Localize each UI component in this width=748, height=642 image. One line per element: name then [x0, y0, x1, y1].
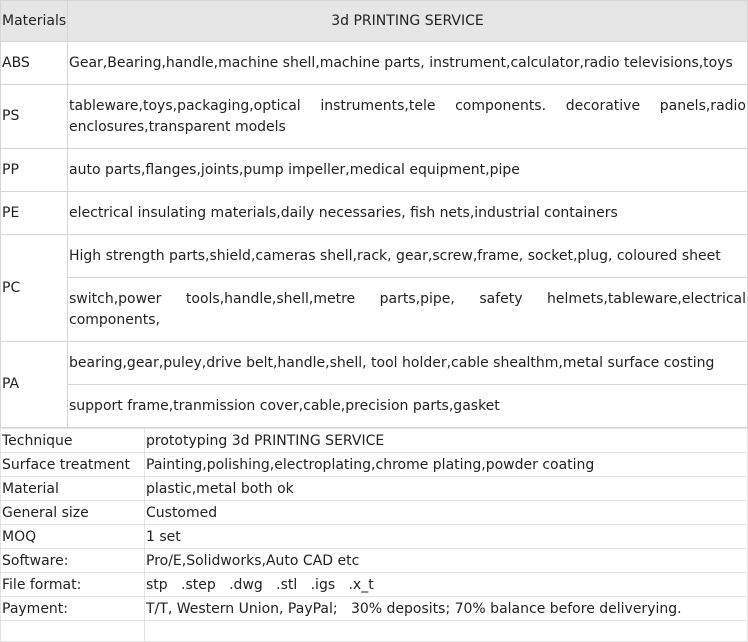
spec-label: Technique [1, 429, 145, 453]
spec-row-technique [1, 429, 748, 453]
material-row-abs [1, 42, 748, 85]
material-row-pp [1, 149, 748, 192]
specs-table [0, 428, 748, 642]
material-uses: support frame,tranmission cover,cable,precision parts,gasket [68, 385, 748, 428]
spec-value: prototyping 3d PRINTING SERVICE [145, 429, 748, 453]
spec-label: Payment: [1, 597, 145, 621]
material-uses: High strength parts,shield,cameras shell,rack, gear,screw,frame, socket,plug, coloured sheet [68, 235, 748, 278]
material-name: PS [1, 85, 68, 149]
spec-row-general-size [1, 501, 748, 525]
spec-value-empty [145, 621, 748, 642]
material-name: PC [1, 235, 68, 342]
spec-label: General size [1, 501, 145, 525]
spec-row-moq [1, 525, 748, 549]
spec-value: Customed [145, 501, 748, 525]
material-row-pc-cont [1, 278, 748, 342]
spec-row-surface-treatment [1, 453, 748, 477]
material-uses: Gear,Bearing,handle,machine shell,machine parts, instrument,calculator,radio televisions,toys [68, 42, 748, 85]
spec-row-material [1, 477, 748, 501]
material-name: PA [1, 342, 68, 428]
service-header-cell: 3d PRINTING SERVICE [68, 1, 748, 42]
spec-value: Painting,polishing,electroplating,chrome plating,powder coating [145, 453, 748, 477]
spec-label: File format: [1, 573, 145, 597]
spec-label: MOQ [1, 525, 145, 549]
spec-value: stp .step .dwg .stl .igs .x_t [145, 573, 748, 597]
spec-label: Material [1, 477, 145, 501]
material-row-pa-cont [1, 385, 748, 428]
spec-value: 1 set [145, 525, 748, 549]
material-row-pa [1, 342, 748, 385]
materials-header-cell: Materials [1, 1, 68, 42]
material-name: PP [1, 149, 68, 192]
spec-row-software [1, 549, 748, 573]
spec-value: plastic,metal both ok [145, 477, 748, 501]
material-uses: bearing,gear,puley,drive belt,handle,shell, tool holder,cable shealthm,metal surface costing [68, 342, 748, 385]
spec-row-file-format [1, 573, 748, 597]
spec-row-empty [1, 621, 748, 642]
material-uses: switch,power tools,handle,shell,metre parts,pipe, safety helmets,tableware,electrical components, [68, 278, 748, 342]
material-row-pe [1, 192, 748, 235]
material-name: ABS [1, 42, 68, 85]
material-row-pc [1, 235, 748, 278]
spec-label: Software: [1, 549, 145, 573]
spec-row-payment [1, 597, 748, 621]
materials-table-header [1, 1, 748, 42]
spec-label-empty [1, 621, 145, 642]
spec-value: T/T, Western Union, PayPal; 30% deposits; 70% balance before deliverying. [145, 597, 748, 621]
spec-label: Surface treatment [1, 453, 145, 477]
material-row-ps [1, 85, 748, 149]
material-uses: tableware,toys,packaging,optical instruments,tele components. decorative panels,radio enclosures,transparent models [68, 85, 748, 149]
spec-value: Pro/E,Solidworks,Auto CAD etc [145, 549, 748, 573]
material-name: PE [1, 192, 68, 235]
material-uses: auto parts,flanges,joints,pump impeller,medical equipment,pipe [68, 149, 748, 192]
material-uses: electrical insulating materials,daily necessaries, fish nets,industrial containers [68, 192, 748, 235]
